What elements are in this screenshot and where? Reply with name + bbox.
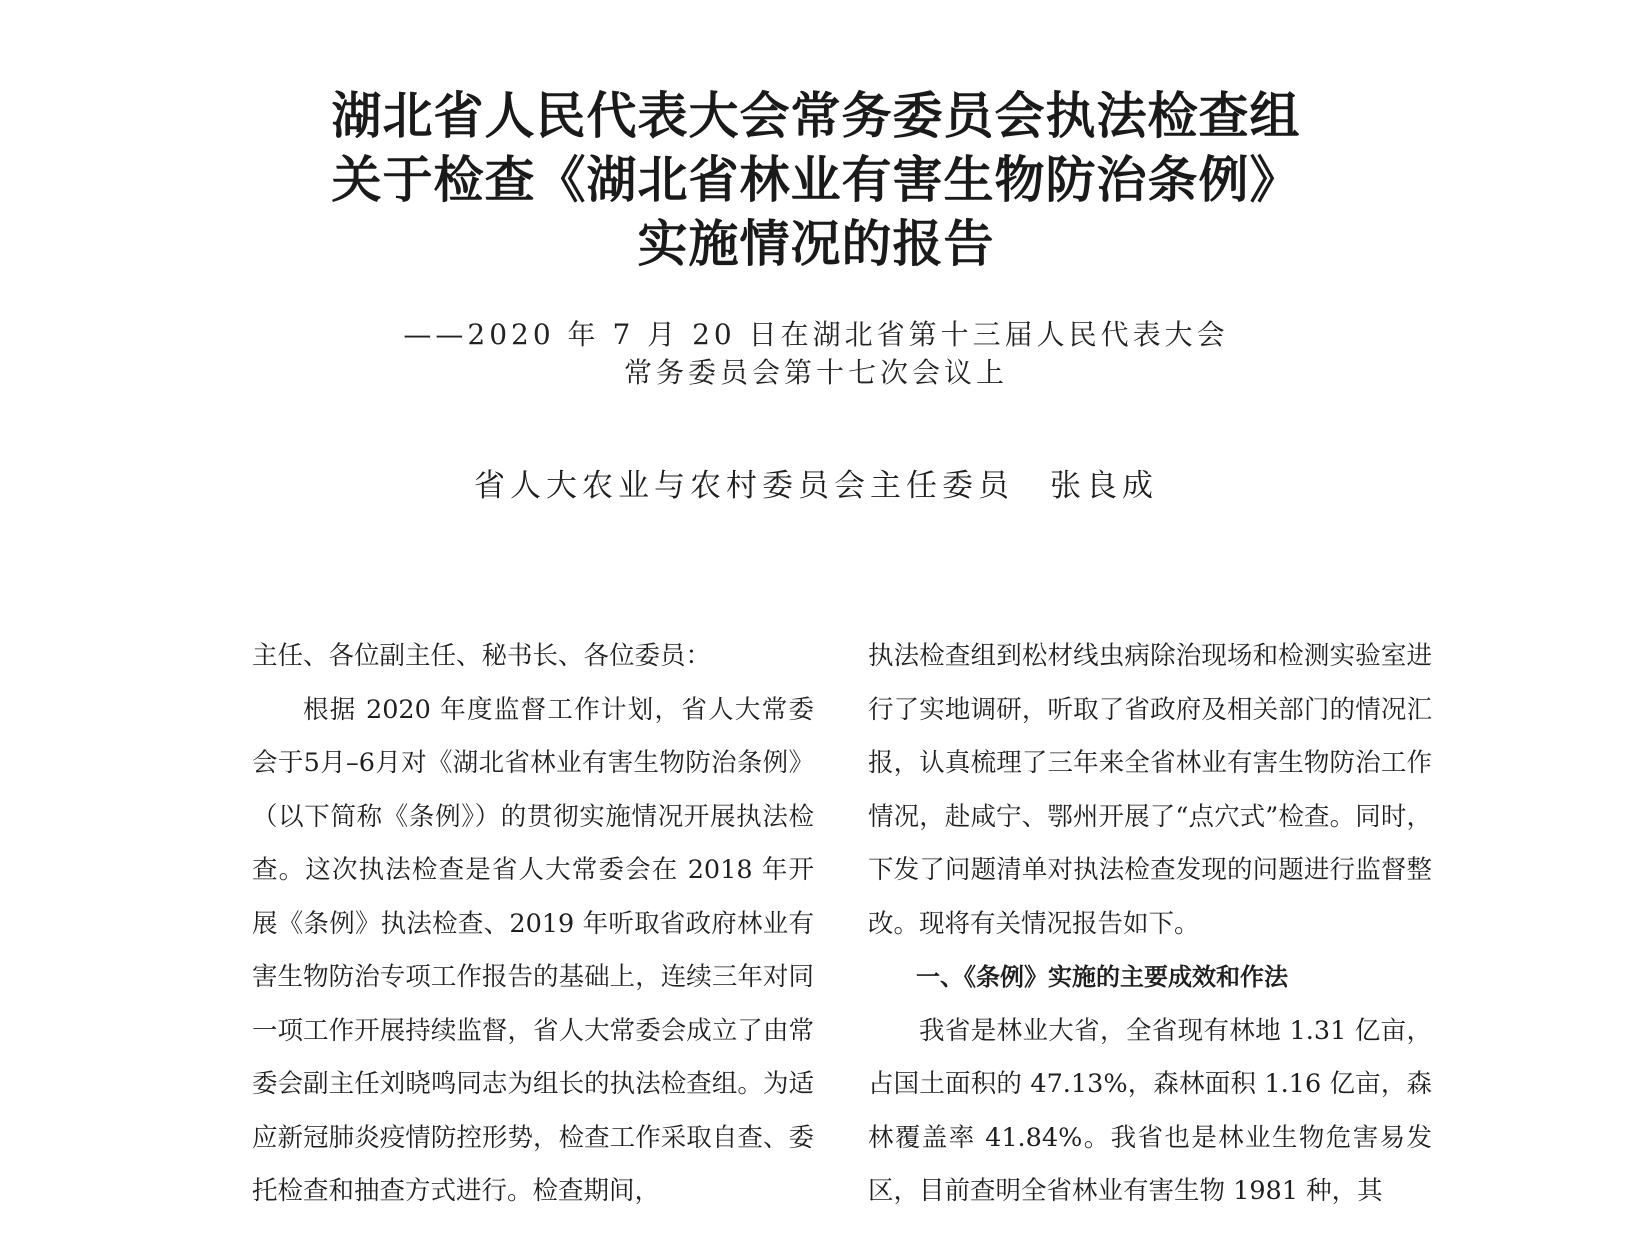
body-paragraph-2: 我省是林业大省，全省现有林地 1.31 亿亩，占国土面积的 47.13%，森林面积 1.16 亿亩，森林覆盖率 41.84%。我省也是林业生物危害易发区，目前查明全省林业有害生物 1981 种，其 [868,1015,1432,1206]
section-heading: 一、《条例》实施的主要成效和作法 [916,963,1288,991]
right-column [868,630,1432,1219]
salutation: 主任、各位副主任、秘书长、各位委员： [252,641,712,671]
document-subtitle [0,316,1632,392]
body-paragraph-continuation: 执法检查组到松材线虫病除治现场和检测实验室进行了实地调研，听取了省政府及相关部门的情况汇报，认真梳理了三年来全省林业有害生物防治工作情况，赴咸宁、鄂州开展了“点穴式”检查。同时，下发了问题清单对执法检查发现的问题进行监督整改。现将有关情况报告如下。 [868,641,1432,939]
title-line-2: 关于检查《湖北省林业有害生物防治条例》 [331,151,1301,209]
title-line-1: 湖北省人民代表大会常务委员会执法检查组 [331,87,1301,145]
subtitle-line-1: ——2020 年 7 月 20 日在湖北省第十三届人民代表大会 [403,318,1229,351]
author-position: 省人大农业与农村委员会主任委员 [474,468,1014,504]
author-byline [0,466,1632,506]
left-column [252,630,814,1219]
body-paragraph-1: 根据 2020 年度监督工作计划，省人大常委会于5月–6月对《湖北省林业有害生物防治条例》（以下简称《条例》）的贯彻实施情况开展执法检查。这次执法检查是省人大常委会在 2018 年开展《条例》执法检查、2019 年听取省政府林业有害生物防治专项工作报告的基础上，连续三年对同一项工作开展持续监督，省人大常委会成立了由常委会副主任刘晓鸣同志为组长的执法检查组。为适应新冠肺炎疫情防控形势，检查工作采取自查、委托检查和抽查方式进行。检查期间， [252,694,814,1206]
document-title [0,84,1632,276]
author-name: 张良成 [1050,468,1158,504]
subtitle-line-2: 常务委员会第十七次会议上 [623,356,1008,389]
title-line-3: 实施情况的报告 [637,215,995,273]
